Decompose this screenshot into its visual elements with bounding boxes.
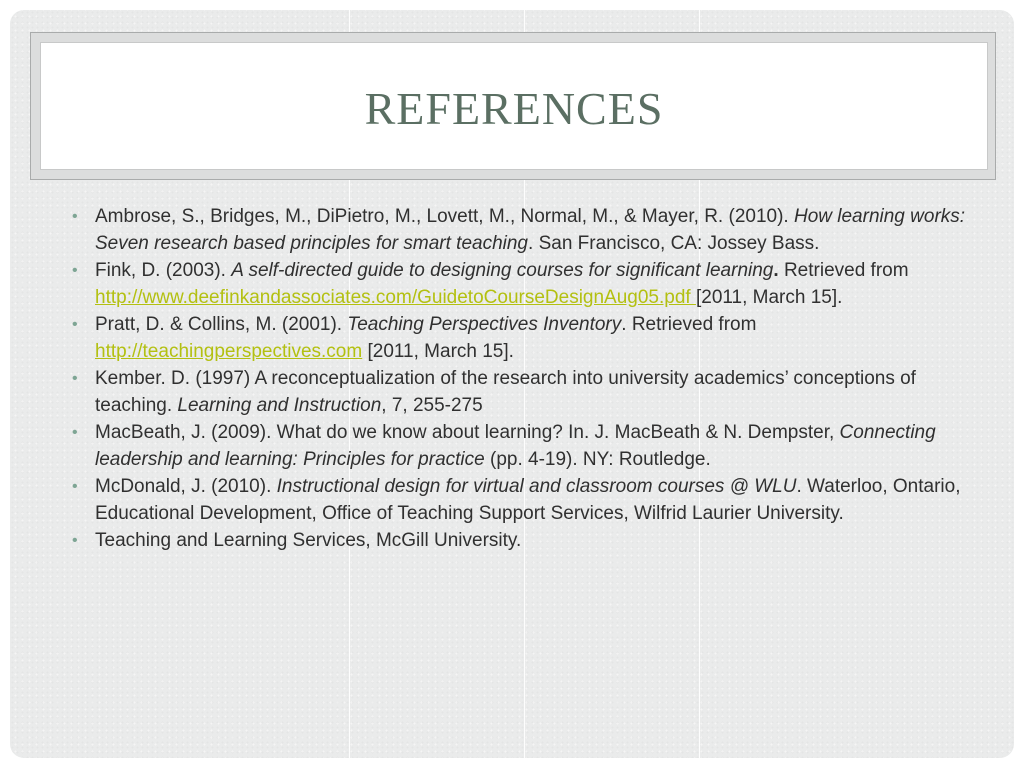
bullet-icon: • (72, 262, 78, 279)
reference-title: Learning and Instruction (177, 395, 382, 416)
reference-link-pratt[interactable]: http://teachingperspectives.com (95, 341, 363, 362)
reference-title: Connecting leadership and learning: Principles for practice (95, 422, 936, 470)
reference-date: [2011, March 15]. (695, 287, 843, 308)
reference-authors: Pratt, D. & Collins, M. (2001). (95, 314, 348, 335)
reference-item-fink (70, 257, 970, 311)
bullet-icon: • (72, 316, 78, 333)
reference-retrieved: . Retrieved from (621, 314, 757, 335)
reference-list (70, 203, 970, 554)
bullet-icon: • (72, 532, 78, 549)
reference-date: [2011, March 15]. (362, 341, 514, 362)
reference-authors: Ambrose, S., Bridges, M., DiPietro, M., Lovett, M., Normal, M., & Mayer, R. (2010). (95, 206, 789, 227)
reference-source: . Waterloo, Ontario, Educational Development, Office of Teaching Support Services, Wilfrid Laurier University. (95, 476, 961, 524)
reference-item-mcdonald (70, 473, 970, 527)
bullet-icon: • (72, 424, 78, 441)
reference-item-macbeath (70, 419, 970, 473)
reference-item-kember (70, 365, 970, 419)
reference-source: , 7, 255-275 (381, 395, 483, 416)
reference-authors: Kember. D. (1997) A reconceptualization of the research into university academics’ conceptions of teaching. (95, 368, 916, 416)
reference-item-mcgill (70, 527, 970, 554)
slide-title: REFERENCES (364, 82, 664, 134)
reference-publisher: . San Francisco, CA: Jossey Bass. (528, 233, 820, 254)
title-box (40, 42, 988, 170)
reference-item-pratt (70, 311, 970, 365)
reference-item-ambrose (70, 203, 970, 257)
reference-authors: Teaching and Learning Services, McGill University. (95, 530, 522, 551)
reference-title: A self-directed guide to designing courses for significant learning (231, 260, 774, 281)
reference-title: Instructional design for virtual and classroom courses @ WLU (276, 476, 797, 497)
reference-authors: MacBeath, J. (2009). What do we know about learning? In. J. MacBeath & N. Dempster, (95, 422, 840, 443)
reference-title-period: . (773, 260, 779, 281)
bullet-icon: • (72, 208, 78, 225)
reference-authors: McDonald, J. (2010). (95, 476, 277, 497)
title-frame (30, 32, 996, 180)
reference-authors: Fink, D. (2003). (95, 260, 232, 281)
reference-retrieved: Retrieved from (778, 260, 909, 281)
slide (10, 10, 1014, 758)
reference-title: Teaching Perspectives Inventory (347, 314, 622, 335)
reference-title: How learning works: Seven research based principles for smart teaching (95, 206, 966, 254)
reference-source: (pp. 4-19). NY: Routledge. (484, 449, 711, 470)
reference-link-fink[interactable]: http://www.deefinkandassociates.com/GuidetoCourseDesignAug05.pdf (95, 287, 696, 308)
bullet-icon: • (72, 370, 78, 387)
bullet-icon: • (72, 478, 78, 495)
